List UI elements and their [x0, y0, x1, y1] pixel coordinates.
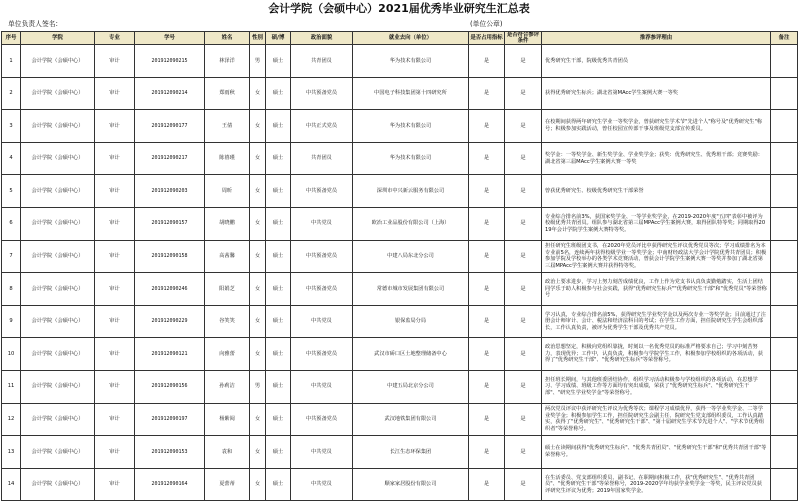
cell-gender: 女: [250, 207, 266, 240]
cell-no: 13: [2, 436, 21, 469]
cell-student-id: 201912090153: [135, 436, 205, 469]
col-header-eligible: 是否符合参评条件: [505, 32, 542, 45]
cell-student-id: 201912090164: [135, 468, 205, 501]
col-header-student-id: 学号: [135, 32, 205, 45]
cell-reason: 两次党员评议中获评研究生评议为优秀等次；课程学习成绩优异，获得一等学业奖学金、二等学业奖学金；积极参加学生工作，担任院研究生会副主任、院研究生党支部组织委员，工作认真踏实，获得了"优秀研究生"、"优秀研究生干部"、"第十届研究生学术节先进个人"、"学术节优秀组织者"等荣誉称号。: [542, 403, 771, 436]
cell-employment: 银保监局分局: [353, 305, 469, 338]
cell-student-id: 201912090214: [135, 77, 205, 110]
table-row: [2, 45, 798, 78]
cell-eligible: 是: [505, 142, 542, 175]
cell-eligible: 是: [505, 370, 542, 403]
cell-college: 会计学院（会硕中心）: [21, 240, 95, 273]
cell-degree: 硕士: [266, 436, 291, 469]
cell-quota: 是: [469, 45, 505, 78]
cell-political: 中共党员: [291, 468, 353, 501]
cell-quota: 是: [469, 77, 505, 110]
cell-name: 王倩: [205, 110, 250, 143]
cell-eligible: 是: [505, 45, 542, 78]
cell-major: 审计: [95, 45, 135, 78]
cell-college: 会计学院（会硕中心）: [21, 142, 95, 175]
cell-quota: 是: [469, 305, 505, 338]
cell-political: 中共党员: [291, 207, 353, 240]
table-row: [2, 240, 798, 273]
col-header-reason: 推荐参评理由: [542, 32, 771, 45]
cell-degree: 硕士: [266, 45, 291, 78]
cell-college: 会计学院（会硕中心）: [21, 175, 95, 208]
cell-gender: 女: [250, 110, 266, 143]
cell-major: 审计: [95, 436, 135, 469]
col-header-degree: 硕/博: [266, 32, 291, 45]
cell-eligible: 是: [505, 77, 542, 110]
cell-reason: 硕士在读期间获得"优秀研究生标兵"、"优秀共青团员"、"优秀研究生干部"和"优秀共青团干部"等荣誉称号。: [542, 436, 771, 469]
cell-employment: 长江生态环保集团: [353, 436, 469, 469]
cell-student-id: 201912090156: [135, 370, 205, 403]
table-row: [2, 338, 798, 371]
cell-no: 6: [2, 207, 21, 240]
cell-student-id: 201912090157: [135, 207, 205, 240]
col-header-no: 序号: [2, 32, 21, 45]
cell-college: 会计学院（会硕中心）: [21, 338, 95, 371]
cell-political: 中共预备党员: [291, 273, 353, 306]
cell-no: 3: [2, 110, 21, 143]
cell-employment: 中建八局东北分公司: [353, 240, 469, 273]
signature-label: 单位负责人签名:: [8, 20, 58, 28]
cell-eligible: 是: [505, 338, 542, 371]
cell-reason: 政治上要求进步，学习上努力刻苦成绩优良，工作上作为党支书认真负责勤勉踏实，生活上团结同学乐于助人积极参与社会实践，获得"优秀研究生标兵""优秀研究生干部"和"优秀党员"等荣誉称号: [542, 273, 771, 306]
cell-major: 审计: [95, 468, 135, 501]
cell-degree: 硕士: [266, 403, 291, 436]
col-header-remark: 备注: [771, 32, 798, 45]
cell-remark: [771, 110, 798, 143]
cell-degree: 硕士: [266, 305, 291, 338]
cell-no: 12: [2, 403, 21, 436]
cell-reason: 获得优秀研究生标兵；湖北省第MAcc学生案例大赛一等奖: [542, 77, 771, 110]
cell-college: 会计学院（会硕中心）: [21, 436, 95, 469]
cell-eligible: 是: [505, 207, 542, 240]
col-header-quota: 是否占用指标: [469, 32, 505, 45]
cell-reason: 担任研究生班级团支书，在2020年党员评比中获得研究生评议优秀党员等次；学习成绩排名为本专业前5名，连续两年获得校级学业一等奖学金；中南财经政法大学会计学院优秀共青团员；积极参加学院及学校举办的各类学术竞赛活动，曾获会计学院学生案例大赛一等奖并参加了湖北省第三届MPAcc学生案例大赛并获得特等奖。: [542, 240, 771, 273]
cell-major: 审计: [95, 142, 135, 175]
cell-gender: 女: [250, 240, 266, 273]
cell-quota: 是: [469, 273, 505, 306]
cell-reason: 在生活委员、党支部组织委员、副书记，在职期间积极工作，获"优秀研究生"、"优秀共青团员"、"优秀研究生干部"等荣誉称号，2019-2020学年均获学业奖学金一等奖，民主评议党员获评研究生评议为优秀；2019年国家奖学金。: [542, 468, 771, 501]
cell-major: 审计: [95, 240, 135, 273]
seal-label: (单位公章): [470, 20, 503, 28]
graduates-table: [1, 31, 798, 501]
cell-eligible: 是: [505, 305, 542, 338]
cell-eligible: 是: [505, 175, 542, 208]
cell-name: 阳娟芝: [205, 273, 250, 306]
cell-major: 审计: [95, 273, 135, 306]
cell-employment: 华为技术有限公司: [353, 142, 469, 175]
cell-remark: [771, 77, 798, 110]
cell-eligible: 是: [505, 110, 542, 143]
cell-major: 审计: [95, 207, 135, 240]
cell-remark: [771, 370, 798, 403]
cell-eligible: 是: [505, 403, 542, 436]
table-row: [2, 370, 798, 403]
cell-reason: 在校期间获得两年研究生学业一等奖学金，曾获研究生学术节"先进个人"称号及"优秀研究生"称号；积极参加实践活动，曾任校园宣传部干事及班级党支部宣传委员。: [542, 110, 771, 143]
cell-degree: 硕士: [266, 207, 291, 240]
cell-gender: 女: [250, 273, 266, 306]
cell-gender: 女: [250, 142, 266, 175]
cell-name: 向雅蕾: [205, 338, 250, 371]
cell-political: 中共预备党员: [291, 240, 353, 273]
cell-student-id: 201912090217: [135, 142, 205, 175]
cell-employment: 华为技术有限公司: [353, 110, 469, 143]
cell-reason: 优秀研究生干部，院级优秀共青团员: [542, 45, 771, 78]
cell-reason: 奖学金：一等奖学金、新生奖学金、学业奖学金；获奖：优秀研究生、优秀班干部；竞赛奖励：湖北省第三届MAcc学生案例大赛一等奖: [542, 142, 771, 175]
cell-political: 中共正式党员: [291, 110, 353, 143]
cell-employment: 武汉地铁集团有限公司: [353, 403, 469, 436]
cell-eligible: 是: [505, 468, 542, 501]
cell-no: 11: [2, 370, 21, 403]
cell-quota: 是: [469, 240, 505, 273]
cell-eligible: 是: [505, 240, 542, 273]
cell-gender: 女: [250, 175, 266, 208]
col-header-college: 学院: [21, 32, 95, 45]
table-row: [2, 142, 798, 175]
cell-political: 中共预备党员: [291, 175, 353, 208]
cell-remark: [771, 207, 798, 240]
cell-gender: 男: [250, 45, 266, 78]
cell-gender: 女: [250, 468, 266, 501]
cell-name: 杨紫阅: [205, 403, 250, 436]
cell-eligible: 是: [505, 273, 542, 306]
cell-employment: 顺家家居股份有限公司: [353, 468, 469, 501]
cell-political: 中共党员: [291, 370, 353, 403]
col-header-employment: 就业去向（单位）: [353, 32, 469, 45]
cell-remark: [771, 45, 798, 78]
cell-political: 中共预备党员: [291, 403, 353, 436]
cell-college: 会计学院（会硕中心）: [21, 273, 95, 306]
cell-political: 中共党员: [291, 436, 353, 469]
cell-student-id: 201912090203: [135, 175, 205, 208]
cell-employment: 武汉市硚口区土地整理储备中心: [353, 338, 469, 371]
cell-degree: 硕士: [266, 468, 291, 501]
cell-college: 会计学院（会硕中心）: [21, 110, 95, 143]
cell-name: 夏蕾蒂: [205, 468, 250, 501]
cell-name: 周昕: [205, 175, 250, 208]
cell-degree: 硕士: [266, 175, 291, 208]
cell-employment: 常德市城市发展集团有限公司: [353, 273, 469, 306]
cell-name: 谷笑笑: [205, 305, 250, 338]
cell-major: 审计: [95, 110, 135, 143]
cell-student-id: 201912090246: [135, 273, 205, 306]
table-row: [2, 207, 798, 240]
cell-college: 会计学院（会硕中心）: [21, 468, 95, 501]
table-row: [2, 305, 798, 338]
cell-major: 审计: [95, 305, 135, 338]
cell-name: 郑雨秋: [205, 77, 250, 110]
cell-quota: 是: [469, 110, 505, 143]
cell-degree: 硕士: [266, 370, 291, 403]
cell-no: 2: [2, 77, 21, 110]
cell-gender: 女: [250, 436, 266, 469]
cell-gender: 女: [250, 403, 266, 436]
cell-no: 5: [2, 175, 21, 208]
cell-gender: 女: [250, 305, 266, 338]
header-row: [2, 32, 798, 45]
cell-remark: [771, 403, 798, 436]
cell-no: 9: [2, 305, 21, 338]
cell-name: 陈禧瑾: [205, 142, 250, 175]
cell-eligible: 是: [505, 436, 542, 469]
cell-degree: 硕士: [266, 240, 291, 273]
cell-political: 中共预备党员: [291, 338, 353, 371]
cell-quota: 是: [469, 207, 505, 240]
cell-political: 共青团员: [291, 142, 353, 175]
cell-name: 袁和: [205, 436, 250, 469]
cell-name: 林泽洋: [205, 45, 250, 78]
col-header-name: 姓名: [205, 32, 250, 45]
cell-major: 审计: [95, 403, 135, 436]
cell-major: 审计: [95, 338, 135, 371]
cell-remark: [771, 175, 798, 208]
cell-quota: 是: [469, 436, 505, 469]
cell-reason: 担任班长期间，与其他班委团结协作，组织学习活动积极参与学校组织的各项活动，在思想学习、学习成绩、班级工作等方面均有突出成绩，荣获了"优秀研究生标兵"、"优秀研究生干部"、"研究生学业奖学金"等荣誉称号。: [542, 370, 771, 403]
table-row: [2, 403, 798, 436]
cell-no: 4: [2, 142, 21, 175]
cell-college: 会计学院（会硕中心）: [21, 370, 95, 403]
cell-employment: 深圳市中兴新云服务有限公司: [353, 175, 469, 208]
subheader: [0, 18, 798, 31]
table-row: [2, 436, 798, 469]
cell-employment: 华为技术有限公司: [353, 45, 469, 78]
cell-student-id: 201912090177: [135, 110, 205, 143]
col-header-major: 专业: [95, 32, 135, 45]
cell-student-id: 201912090197: [135, 403, 205, 436]
cell-college: 会计学院（会硕中心）: [21, 45, 95, 78]
cell-remark: [771, 142, 798, 175]
cell-gender: 女: [250, 77, 266, 110]
cell-remark: [771, 273, 798, 306]
cell-no: 1: [2, 45, 21, 78]
table-row: [2, 110, 798, 143]
page-title: 会计学院（会硕中心）2021届优秀毕业研究生汇总表: [268, 2, 530, 15]
cell-student-id: 201912090158: [135, 240, 205, 273]
cell-quota: 是: [469, 175, 505, 208]
cell-student-id: 201912090229: [135, 305, 205, 338]
col-header-political: 政治面貌: [291, 32, 353, 45]
table-row: [2, 175, 798, 208]
cell-degree: 硕士: [266, 142, 291, 175]
cell-student-id: 201912090121: [135, 338, 205, 371]
table-row: [2, 273, 798, 306]
cell-name: 孙莉洁: [205, 370, 250, 403]
cell-remark: [771, 436, 798, 469]
cell-college: 会计学院（会硕中心）: [21, 403, 95, 436]
cell-remark: [771, 305, 798, 338]
cell-political: 中共党员: [291, 305, 353, 338]
cell-reason: 学习认真，专业综合排名前5%，获得研究生学业奖学金以及两次专业一等奖学金；目前通过了注册会计师审计、会计、税法和经济法科目的考试；在学生工作方面，担任院研究生学生会组织部长，工作认真负责，被评为优秀学生干部及优秀共产党员。: [542, 305, 771, 338]
cell-employment: 欧冶工业品股份有限公司（上海）: [353, 207, 469, 240]
cell-degree: 硕士: [266, 338, 291, 371]
cell-no: 8: [2, 273, 21, 306]
cell-remark: [771, 240, 798, 273]
cell-quota: 是: [469, 468, 505, 501]
cell-quota: 是: [469, 370, 505, 403]
cell-no: 10: [2, 338, 21, 371]
cell-reason: 政治思想坚定，积极向党组织靠拢，时刻以一名优秀党员的标准严格要求自己；学习中刻苦努力，表现优异；工作中，认真负责，积极参与学院学生工作，积极参加学校组织的各项活动，获得了"优秀研究生干部"、"优秀研究生标兵"等荣誉称号。: [542, 338, 771, 371]
cell-major: 审计: [95, 77, 135, 110]
col-header-gender: 性别: [250, 32, 266, 45]
table-row: [2, 77, 798, 110]
cell-college: 会计学院（会硕中心）: [21, 77, 95, 110]
cell-gender: 男: [250, 370, 266, 403]
cell-college: 会计学院（会硕中心）: [21, 207, 95, 240]
cell-quota: 是: [469, 403, 505, 436]
cell-employment: 中国电子科技集团第十四研究所: [353, 77, 469, 110]
cell-political: 共青团员: [291, 45, 353, 78]
cell-no: 14: [2, 468, 21, 501]
cell-degree: 硕士: [266, 77, 291, 110]
cell-no: 7: [2, 240, 21, 273]
cell-political: 中共预备党员: [291, 77, 353, 110]
cell-remark: [771, 338, 798, 371]
cell-student-id: 201912090215: [135, 45, 205, 78]
cell-name: 胡晓鹏: [205, 207, 250, 240]
cell-degree: 硕士: [266, 273, 291, 306]
cell-quota: 是: [469, 338, 505, 371]
cell-major: 审计: [95, 370, 135, 403]
cell-major: 审计: [95, 175, 135, 208]
cell-reason: 专业综合排名前3%，获国家奖学金、一等学业奖学金，在2019-2020年度"五四"表彰中被评为校级优秀共青团员。组队参与湖北省第三届MPAcc学生案例大赛，取得团队特等奖；同期取得2019年会计学院学生案例大赛特等奖。: [542, 207, 771, 240]
cell-gender: 女: [250, 338, 266, 371]
cell-name: 高茜馨: [205, 240, 250, 273]
cell-degree: 硕士: [266, 110, 291, 143]
cell-quota: 是: [469, 142, 505, 175]
cell-employment: 中建五局北京分公司: [353, 370, 469, 403]
cell-college: 会计学院（会硕中心）: [21, 305, 95, 338]
cell-reason: 曾获优秀研究生、校级优秀研究生干部荣誉: [542, 175, 771, 208]
